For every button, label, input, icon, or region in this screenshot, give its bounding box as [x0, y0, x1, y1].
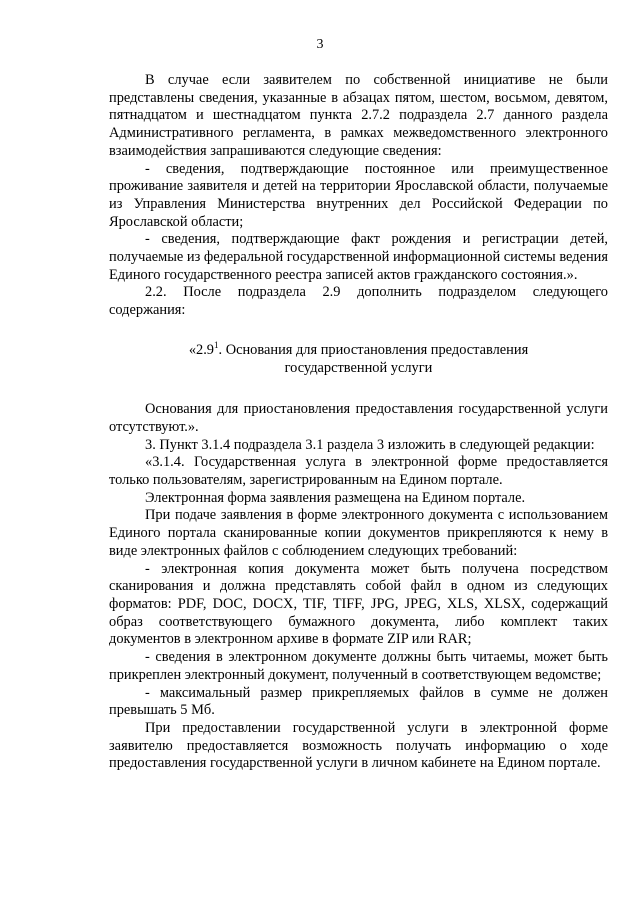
list-item: - сведения в электронном документе должны быть читаемы, может быть прикреплен электронный документ, полученный в соответствующем ведомстве; — [109, 649, 608, 683]
list-item: - сведения, подтверждающие постоянное или преимущественное проживание заявителя и детей на территории Ярославской области, получаемые из Управления Министерства внутренних дел Российской Федерации по Ярославской области; — [109, 160, 608, 230]
paragraph: 2.2. После подраздела 2.9 дополнить подразделом следующего содержания: — [109, 284, 608, 319]
paragraph: «3.1.4. Государственная услуга в электронной форме предоставляется только пользователям, зарегистрированным на Едином портале. — [109, 454, 608, 489]
heading-prefix: «2.9 — [188, 341, 214, 358]
subsection-heading — [109, 342, 608, 377]
heading-title: . Основания для приостановления предоставления — [218, 341, 529, 358]
paragraph: При подаче заявления в форме электронного документа с использованием Единого портала сканированные копии документов прикрепляются к нему в виде электронных файлов с соблюдением следующих требований: — [109, 507, 608, 559]
heading-title-line2: государственной услуги — [284, 359, 433, 376]
heading-superscript: 1 — [214, 340, 219, 351]
paragraph: Основания для приостановления предоставления государственной услуги отсутствуют.». — [109, 401, 608, 435]
page-number: 3 — [316, 37, 324, 52]
paragraph: В случае если заявителем по собственной инициативе не были представлены сведения, указанные в абзацах пятом, шестом, восьмом, девятом, пятнадцатом и шестнадцатом пункта 2.7.2 подраздела 2.7 данного раздела Административного регламента, в рамках межведомственного электронного взаимодействия запрашиваются следующие сведения: — [109, 72, 608, 159]
document-body — [109, 72, 608, 773]
paragraph: При предоставлении государственной услуги в электронной форме заявителю предоставляется возможность получать информацию о ходе предоставления государственной услуги в личном кабинете на Едином портале. — [109, 719, 608, 772]
paragraph: 3. Пункт 3.1.4 подраздела 3.1 раздела 3 изложить в следующей редакции: — [145, 436, 595, 453]
list-item: - сведения, подтверждающие факт рождения и регистрации детей, получаемые из федеральной государственной информационной системы ведения Единого государственного реестра записей актов гражданского состояния.». — [109, 231, 608, 283]
paragraph: Электронная форма заявления размещена на Едином портале. — [145, 489, 526, 506]
list-item: - электронная копия документа может быть получена посредством сканирования и должна представлять собой файл в одном из следующих форматов: PDF, DOC, DOCX, TIF, TIFF, JPG, JPEG, XLS, XLSX, содержащий образ соответствующего бумажного документа, либо комплект таких документов в электронном архиве в формате ZIP или RAR; — [109, 560, 608, 648]
list-item: - максимальный размер прикрепляемых файлов в сумме не должен превышать 5 Мб. — [109, 684, 608, 719]
